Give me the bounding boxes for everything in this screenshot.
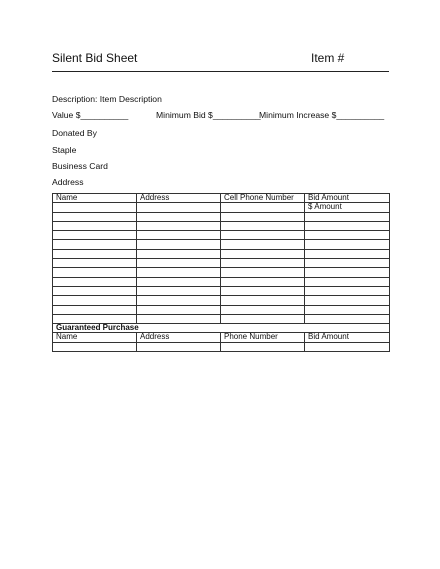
name-cell[interactable]: [53, 240, 137, 249]
address-cell[interactable]: [137, 259, 221, 268]
business-card-label: Business Card: [52, 161, 108, 171]
guaranteed-header-row: [53, 333, 390, 342]
address-label: Address: [52, 177, 84, 187]
table-row: [53, 212, 390, 221]
amount-cell[interactable]: [305, 268, 390, 277]
header-divider: [52, 71, 389, 72]
address-cell[interactable]: [137, 277, 221, 286]
amount-cell[interactable]: [305, 221, 390, 230]
name-cell[interactable]: [53, 231, 137, 240]
phone-cell[interactable]: [221, 231, 305, 240]
table-row: [53, 286, 390, 295]
table-row: [53, 342, 390, 351]
gp-amount-cell[interactable]: [305, 342, 390, 351]
phone-cell[interactable]: [221, 240, 305, 249]
name-cell[interactable]: [53, 277, 137, 286]
gp-header-bid-amount: Bid Amount: [305, 333, 390, 342]
value-field: Value $__________: [52, 110, 129, 120]
phone-cell[interactable]: [221, 277, 305, 286]
phone-cell[interactable]: [221, 286, 305, 295]
phone-cell[interactable]: [221, 249, 305, 258]
phone-cell[interactable]: [221, 268, 305, 277]
amount-cell[interactable]: [305, 231, 390, 240]
amount-cell[interactable]: [305, 286, 390, 295]
table-row: [53, 240, 390, 249]
name-cell[interactable]: [53, 268, 137, 277]
name-cell[interactable]: [53, 221, 137, 230]
name-cell[interactable]: [53, 305, 137, 314]
phone-cell[interactable]: [221, 305, 305, 314]
name-cell[interactable]: [53, 212, 137, 221]
table-row: [53, 268, 390, 277]
table-row: [53, 231, 390, 240]
phone-cell[interactable]: [221, 203, 305, 212]
table-row: [53, 221, 390, 230]
name-cell[interactable]: [53, 286, 137, 295]
header-name: Name: [53, 194, 137, 203]
name-cell[interactable]: [53, 314, 137, 323]
gp-header-name: Name: [53, 333, 137, 342]
table-row: [53, 249, 390, 258]
table-row: [53, 296, 390, 305]
table-row: [53, 305, 390, 314]
address-cell[interactable]: [137, 231, 221, 240]
minimum-bid-field: Minimum Bid $__________: [156, 110, 261, 120]
amount-cell[interactable]: [305, 249, 390, 258]
guaranteed-purchase-label: Guaranteed Purchase: [53, 324, 390, 333]
phone-cell[interactable]: [221, 259, 305, 268]
address-cell[interactable]: [137, 221, 221, 230]
amount-cell[interactable]: [305, 240, 390, 249]
phone-cell[interactable]: [221, 212, 305, 221]
name-cell[interactable]: [53, 203, 137, 212]
page-title: Silent Bid Sheet: [52, 51, 138, 65]
amount-cell[interactable]: [305, 314, 390, 323]
address-cell[interactable]: [137, 296, 221, 305]
name-cell[interactable]: [53, 296, 137, 305]
gp-name-cell[interactable]: [53, 342, 137, 351]
phone-cell[interactable]: [221, 221, 305, 230]
amount-cell[interactable]: $ Amount: [305, 203, 390, 212]
address-cell[interactable]: [137, 249, 221, 258]
guaranteed-purchase-row: [53, 324, 390, 333]
table-row: [53, 277, 390, 286]
gp-header-address: Address: [137, 333, 221, 342]
address-cell[interactable]: [137, 286, 221, 295]
minimum-increase-field: Minimum Increase $__________: [259, 110, 385, 120]
bid-table-header-row: [53, 194, 390, 203]
amount-cell[interactable]: [305, 305, 390, 314]
table-row: [53, 203, 390, 212]
item-number-label: Item #: [311, 51, 345, 65]
address-cell[interactable]: [137, 240, 221, 249]
amount-cell[interactable]: [305, 212, 390, 221]
amount-cell[interactable]: [305, 277, 390, 286]
address-cell[interactable]: [137, 268, 221, 277]
gp-phone-cell[interactable]: [221, 342, 305, 351]
gp-address-cell[interactable]: [137, 342, 221, 351]
phone-cell[interactable]: [221, 296, 305, 305]
header-cell-phone: Cell Phone Number: [221, 194, 305, 203]
table-row: [53, 259, 390, 268]
name-cell[interactable]: [53, 259, 137, 268]
address-cell[interactable]: [137, 314, 221, 323]
amount-cell[interactable]: [305, 259, 390, 268]
description-line: Description: Item Description: [52, 94, 162, 104]
gp-header-phone: Phone Number: [221, 333, 305, 342]
address-cell[interactable]: [137, 203, 221, 212]
name-cell[interactable]: [53, 249, 137, 258]
header-address: Address: [137, 194, 221, 203]
donated-by-label: Donated By: [52, 128, 97, 138]
table-row: [53, 314, 390, 323]
header-bid-amount: Bid Amount: [305, 194, 390, 203]
address-cell[interactable]: [137, 305, 221, 314]
phone-cell[interactable]: [221, 314, 305, 323]
address-cell[interactable]: [137, 212, 221, 221]
amount-cell[interactable]: [305, 296, 390, 305]
bid-table: [52, 193, 390, 352]
staple-label: Staple: [52, 145, 77, 155]
